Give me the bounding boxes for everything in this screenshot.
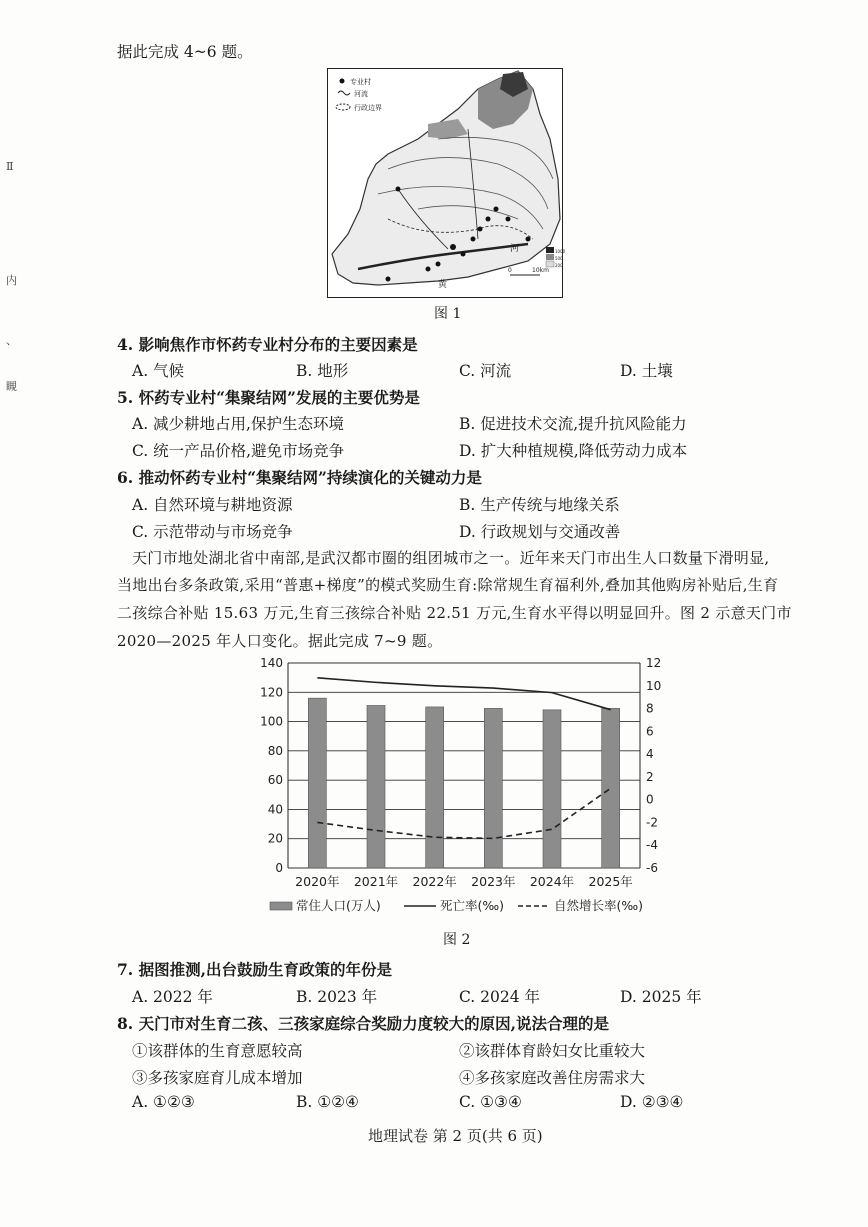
left-tick-label: 20 [267, 831, 283, 846]
legend-population-label: 常住人口(万人) [296, 898, 381, 913]
x-tick-label: 2020年 [295, 874, 340, 889]
q5-option-d[interactable]: D. 扩大种植规模,降低劳动力成本 [459, 442, 688, 460]
population-bar [426, 707, 444, 868]
q8-item-4: ④多孩家庭改善住房需求大 [459, 1069, 646, 1087]
q4-option-b[interactable]: B. 地形 [296, 362, 349, 380]
population-chart [250, 655, 670, 927]
q8-option-c[interactable]: C. ①③④ [459, 1093, 522, 1111]
question-5-stem: 5. 怀药专业村“集聚结网”发展的主要优势是 [117, 388, 420, 407]
scale-end: 10km [532, 267, 549, 274]
death-rate-line [317, 678, 610, 710]
x-tick-label: 2022年 [412, 874, 457, 889]
passage-line: 天门市地处湖北省中南部,是武汉都市圈的组团城市之一。近年来天门市出生人口数量下滑明显, [132, 549, 770, 567]
margin-mark: 、 [6, 334, 17, 347]
q8-option-a[interactable]: A. ①②③ [132, 1093, 195, 1111]
margin-mark: Ⅱ [6, 160, 14, 173]
x-tick-label: 2021年 [353, 874, 399, 889]
population-bar [543, 710, 561, 868]
elev-1000-swatch [546, 247, 554, 253]
passage-line: 2020—2025 年人口变化。据此完成 7~9 题。 [117, 632, 443, 650]
page-footer: 地理试卷 第 2 页(共 6 页) [368, 1127, 543, 1145]
population-bar [602, 708, 620, 868]
right-tick-label: 0 [646, 792, 654, 807]
x-tick-label: 2025年 [588, 874, 633, 889]
q7-option-b[interactable]: B. 2023 年 [296, 988, 378, 1006]
right-tick-label: -6 [646, 861, 658, 875]
q7-option-a[interactable]: A. 2022 年 [132, 988, 213, 1006]
question-6-stem: 6. 推动怀药专业村“集聚结网”持续演化的关键动力是 [117, 468, 482, 487]
elev-500-label: 500 [555, 256, 563, 261]
map-figure [327, 68, 566, 298]
intro-4-6: 据此完成 4~6 题。 [117, 43, 253, 61]
q6-option-c[interactable]: C. 示范带动与市场竞争 [132, 523, 293, 541]
left-tick-label: 40 [267, 802, 283, 817]
legend-bar-swatch [270, 902, 292, 910]
q8-item-1: ①该群体的生育意愿较高 [132, 1042, 303, 1060]
q8-option-b[interactable]: B. ①②④ [296, 1093, 359, 1111]
legend-growth-label: 自然增长率(‰) [554, 898, 644, 913]
q5-option-c[interactable]: C. 统一产品价格,避免市场竞争 [132, 442, 345, 460]
river-legend-icon [338, 91, 350, 95]
question-7-stem: 7. 据图推测,出台鼓励生育政策的年份是 [117, 960, 392, 979]
passage-line: 当地出台多条政策,采用“普惠+梯度”的模式奖励生育:除常规生育福利外,叠加其他购房补贴后,生育 [117, 576, 779, 594]
question-4-stem: 4. 影响焦作市怀药专业村分布的主要因素是 [117, 335, 418, 354]
q4-option-d[interactable]: D. 土壤 [620, 362, 673, 380]
q4-option-a[interactable]: A. 气候 [132, 362, 185, 380]
right-tick-label: -4 [646, 838, 658, 853]
elev-1000-label: 1000 [555, 249, 566, 254]
right-tick-label: 10 [646, 678, 662, 693]
figure-2-caption: 图 2 [443, 932, 471, 948]
left-tick-label: 80 [267, 743, 283, 758]
legend-death-label: 死亡率(‰) [440, 898, 505, 913]
elev-200-label: 200 [555, 263, 563, 268]
map-drawing [328, 69, 566, 297]
q8-option-d[interactable]: D. ②③④ [620, 1093, 684, 1111]
natural-growth-line [317, 788, 610, 838]
right-tick-label: 12 [646, 656, 662, 670]
margin-mark: 瞡 [6, 380, 17, 393]
population-bar [367, 705, 385, 868]
map-legend-river: 河流 [354, 90, 368, 98]
river-label-huang: 黄 [438, 280, 448, 290]
left-tick-label: 140 [260, 656, 283, 670]
right-tick-label: 2 [646, 769, 654, 784]
q7-option-c[interactable]: C. 2024 年 [459, 988, 541, 1006]
elev-200-swatch [546, 261, 554, 267]
q4-option-c[interactable]: C. 河流 [459, 362, 512, 380]
x-tick-label: 2023年 [471, 874, 516, 889]
q5-option-b[interactable]: B. 促进技术交流,提升抗风险能力 [459, 415, 687, 433]
left-tick-label: 120 [260, 685, 283, 700]
q6-option-d[interactable]: D. 行政规划与交通改善 [459, 523, 621, 541]
map-legend-village: 专业村 [350, 78, 371, 86]
population-bar [484, 708, 502, 868]
elev-500-swatch [546, 254, 554, 260]
population-bar [308, 698, 326, 868]
right-tick-label: 6 [646, 724, 654, 739]
q6-option-a[interactable]: A. 自然环境与耕地资源 [132, 496, 293, 514]
q8-item-3: ③多孩家庭育儿成本增加 [132, 1069, 303, 1087]
river-label-he: 河 [510, 244, 520, 254]
scale-start: 0 [508, 267, 512, 274]
q7-option-d[interactable]: D. 2025 年 [620, 988, 702, 1006]
village-legend-icon [340, 79, 345, 84]
map-legend-boundary: 行政边界 [354, 104, 382, 112]
passage-line: 二孩综合补贴 15.63 万元,生育三孩综合补贴 22.51 万元,生育水平得以明显回升。图 2 示意天门市 [117, 604, 792, 622]
right-tick-label: 8 [646, 701, 654, 716]
q6-option-b[interactable]: B. 生产传统与地缘关系 [459, 496, 620, 514]
left-tick-label: 0 [275, 861, 283, 875]
figure-1-caption: 图 1 [434, 306, 462, 322]
margin-mark: 内 [6, 274, 17, 287]
question-8-stem: 8. 天门市对生育二孩、三孩家庭综合奖励力度较大的原因,说法合理的是 [117, 1014, 609, 1033]
q5-option-a[interactable]: A. 减少耕地占用,保护生态环境 [132, 415, 344, 433]
left-tick-label: 60 [267, 773, 283, 788]
boundary-legend-icon [336, 104, 350, 110]
q8-item-2: ②该群体育龄妇女比重较大 [459, 1042, 646, 1060]
left-tick-label: 100 [260, 714, 283, 729]
right-tick-label: 4 [646, 747, 654, 762]
x-tick-label: 2024年 [529, 874, 575, 889]
right-tick-label: -2 [646, 815, 658, 830]
